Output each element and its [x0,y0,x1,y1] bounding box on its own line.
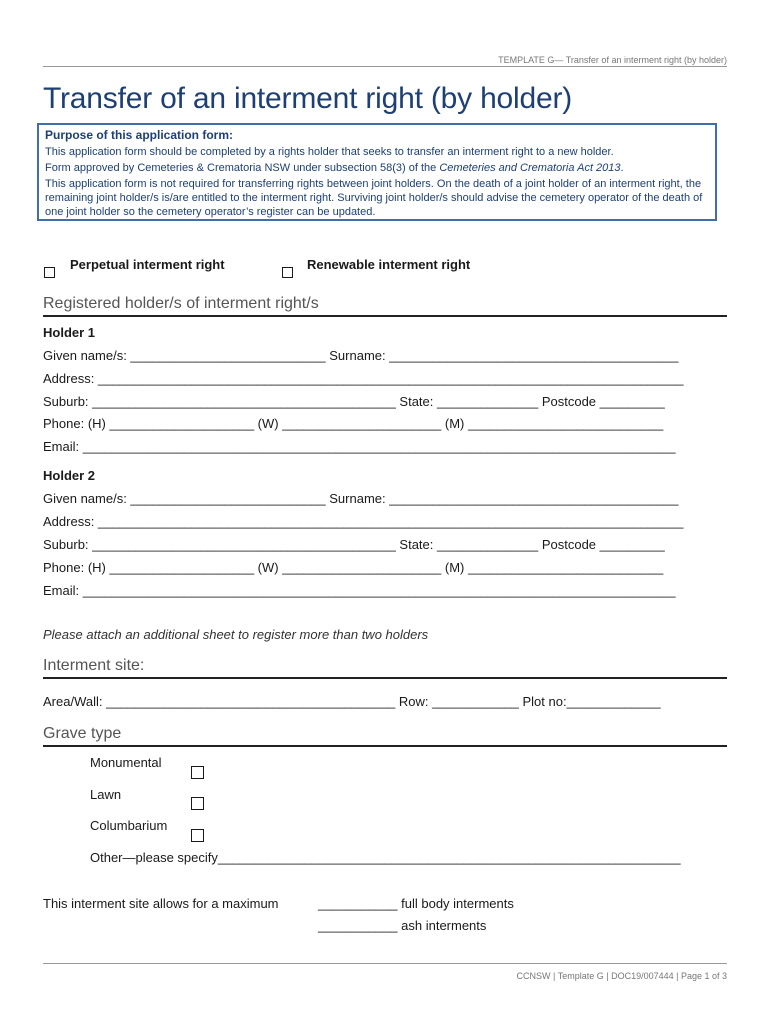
purpose-heading: Purpose of this application form: [45,128,234,142]
columbarium-label: Columbarium [90,818,168,833]
grave-type-heading: Grave type [43,725,122,742]
page-title: Transfer of an interment right (by holder) [43,82,573,115]
lawn-label: Lawn [90,787,122,802]
purpose-paragraph-2: Form approved by Cemeteries & Crematoria NSW under subsection 58(3) of the Cemeteries and Crematoria Act 2013. [45,162,624,174]
holder-2-phone-field[interactable]: Phone: (H) ____________________ (W) ______________________ (M) ___________________________ [43,560,664,575]
additional-sheet-note: Please attach an additional sheet to register more than two holders [43,627,429,642]
other-specify-field[interactable]: Other—please specify________________________________________________________________ [90,850,681,865]
monumental-checkbox[interactable] [191,766,204,779]
maximum-intro: This interment site allows for a maximum [43,896,279,911]
holder-2-address-field[interactable]: Address: _________________________________________________________________________________ [43,514,684,529]
purpose-box [37,123,717,221]
perpetual-label: Perpetual interment right [70,257,225,272]
holder-1-address-field[interactable]: Address: _________________________________________________________________________________ [43,371,684,386]
purpose-paragraph-1: This application form should be completed by a rights holder that seeks to transfer an interment right to a new holder. [45,146,614,158]
purpose-paragraph-3: This application form is not required for transferring rights between joint holders. On the death of a joint holder of an interment right, the remaining joint holder/s is/are entitled to the interment right. Surviving joint holder/s should advise the cemetery operator of the death of one joint holder so the cemetery operator’s register can be updated. [45,178,703,218]
perpetual-checkbox[interactable] [44,267,55,278]
holder-2-name-field[interactable]: Given name/s: ___________________________ Surname: ________________________________________ [43,491,679,506]
lawn-checkbox[interactable] [191,797,204,810]
renewable-label: Renewable interment right [307,257,471,272]
holder-1-suburb-field[interactable]: Suburb: __________________________________________ State: ______________ Postcode _________ [43,394,665,409]
full-body-interments-field[interactable]: ___________ full body interments [318,896,514,911]
section-divider [43,315,727,317]
holder-2-label: Holder 2 [43,468,96,483]
interment-site-heading: Interment site: [43,657,145,674]
holder-1-name-field[interactable]: Given name/s: ___________________________ Surname: ________________________________________ [43,348,679,363]
footer-divider [43,963,727,964]
holder-2-email-field[interactable]: Email: __________________________________________________________________________________ [43,583,676,598]
monumental-label: Monumental [90,755,162,770]
holder-1-email-field[interactable]: Email: __________________________________________________________________________________ [43,439,676,454]
act-name: Cemeteries and Crematoria Act 2013 [439,162,621,174]
holder-2-suburb-field[interactable]: Suburb: __________________________________________ State: ______________ Postcode _________ [43,537,665,552]
section-divider [43,677,727,679]
running-header: TEMPLATE G— Transfer of an interment right (by holder) [498,55,727,65]
columbarium-checkbox[interactable] [191,829,204,842]
holder-1-phone-field[interactable]: Phone: (H) ____________________ (W) ______________________ (M) ___________________________ [43,416,664,431]
section-divider [43,745,727,747]
site-location-field[interactable]: Area/Wall: ________________________________________ Row: ____________ Plot no:_____________ [43,694,661,709]
ash-interments-field[interactable]: ___________ ash interments [318,918,487,933]
holder-1-label: Holder 1 [43,325,96,340]
registered-holders-heading: Registered holder/s of interment right/s [43,295,319,312]
page-footer: CCNSW | Template G | DOC19/007444 | Page 1 of 3 [516,971,727,981]
renewable-checkbox[interactable] [282,267,293,278]
header-divider [43,66,727,67]
